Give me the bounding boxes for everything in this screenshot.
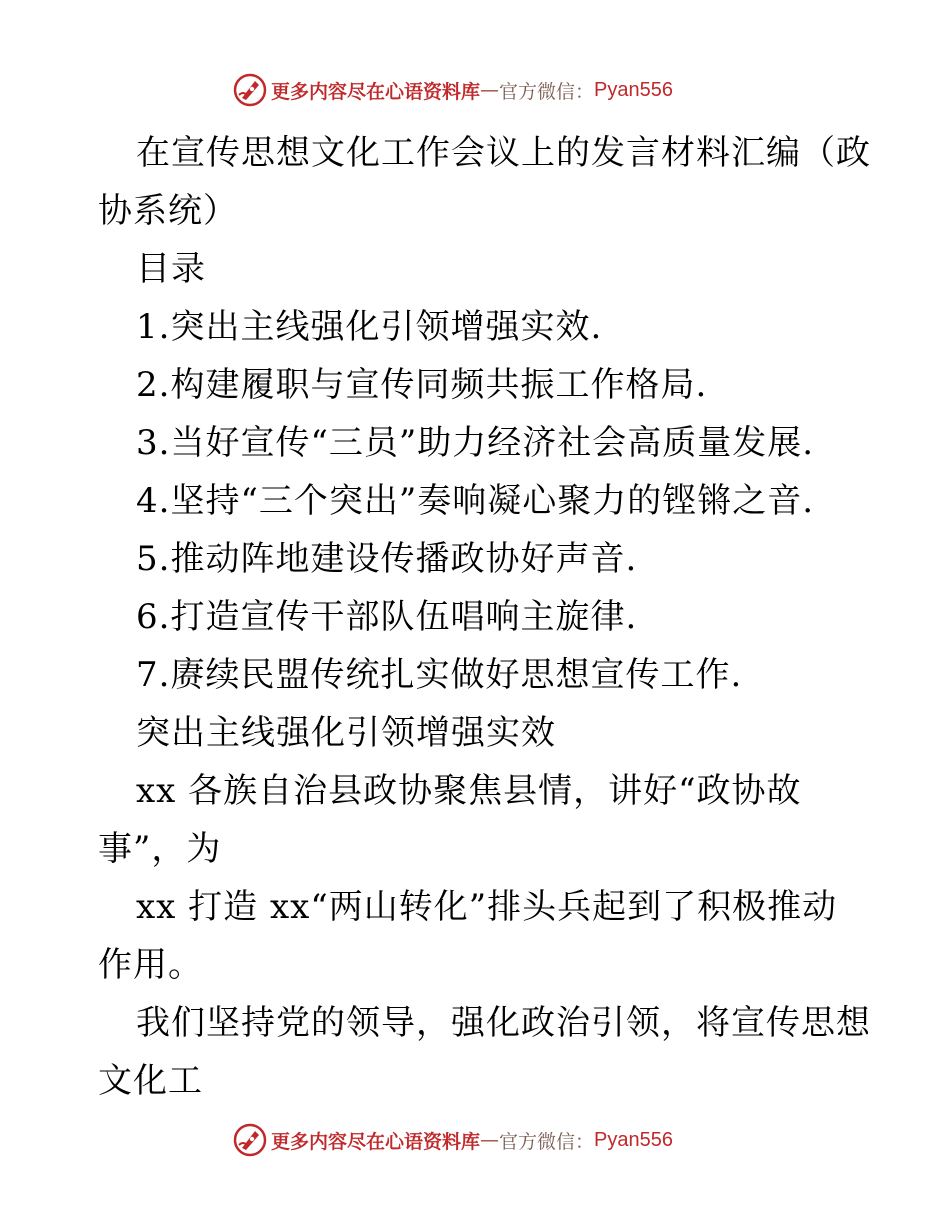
footer-slogan: 更多内容尽在心语资料库: [271, 1130, 481, 1153]
toc-item: 6.打造宣传干部队伍唱响主旋律.: [136, 597, 638, 637]
toc-heading: 目录: [136, 249, 206, 289]
pen-nib-logo-icon: [233, 1123, 267, 1157]
document-title-line-2: 协系统）: [98, 191, 238, 231]
paragraph-line: xx 打造 xx“两山转化”排头兵起到了积极推动: [136, 887, 838, 927]
header-dash: —: [480, 79, 500, 101]
paragraph-line: 作用。: [98, 945, 203, 985]
toc-item: 7.赓续民盟传统扎实做好思想宣传工作.: [136, 655, 743, 695]
footer-contact-label: 官方微信：: [499, 1130, 595, 1153]
document-title-line-1: 在宣传思想文化工作会议上的发言材料汇编（政: [136, 133, 871, 173]
paragraph-line: 文化工: [98, 1061, 203, 1101]
toc-item: 3.当好宣传“三员”助力经济社会高质量发展.: [136, 423, 815, 463]
footer-dash: —: [480, 1129, 500, 1151]
footer-watermark-banner: [233, 1122, 753, 1158]
toc-item: 2.构建履职与宣传同频共振工作格局.: [136, 365, 708, 405]
paragraph-line: 事”，为: [98, 829, 222, 869]
footer-contact-id: Pyan556: [594, 1128, 673, 1151]
header-watermark-banner: [233, 72, 753, 108]
pen-nib-logo-icon: [233, 73, 267, 107]
header-contact-label: 官方微信：: [499, 80, 595, 103]
toc-item: 1.突出主线强化引领增强实效.: [136, 307, 603, 347]
section-heading: 突出主线强化引领增强实效: [136, 713, 556, 753]
header-slogan: 更多内容尽在心语资料库: [271, 80, 481, 103]
paragraph-line: xx 各族自治县政协聚焦县情，讲好“政协故: [136, 771, 802, 811]
toc-item: 4.坚持“三个突出”奏响凝心聚力的铿锵之音.: [136, 481, 815, 521]
document-body: [98, 124, 871, 1110]
paragraph-line: 我们坚持党的领导，强化政治引领，将宣传思想: [136, 1003, 871, 1043]
header-contact-id: Pyan556: [594, 78, 673, 101]
toc-item: 5.推动阵地建设传播政协好声音.: [136, 539, 638, 579]
